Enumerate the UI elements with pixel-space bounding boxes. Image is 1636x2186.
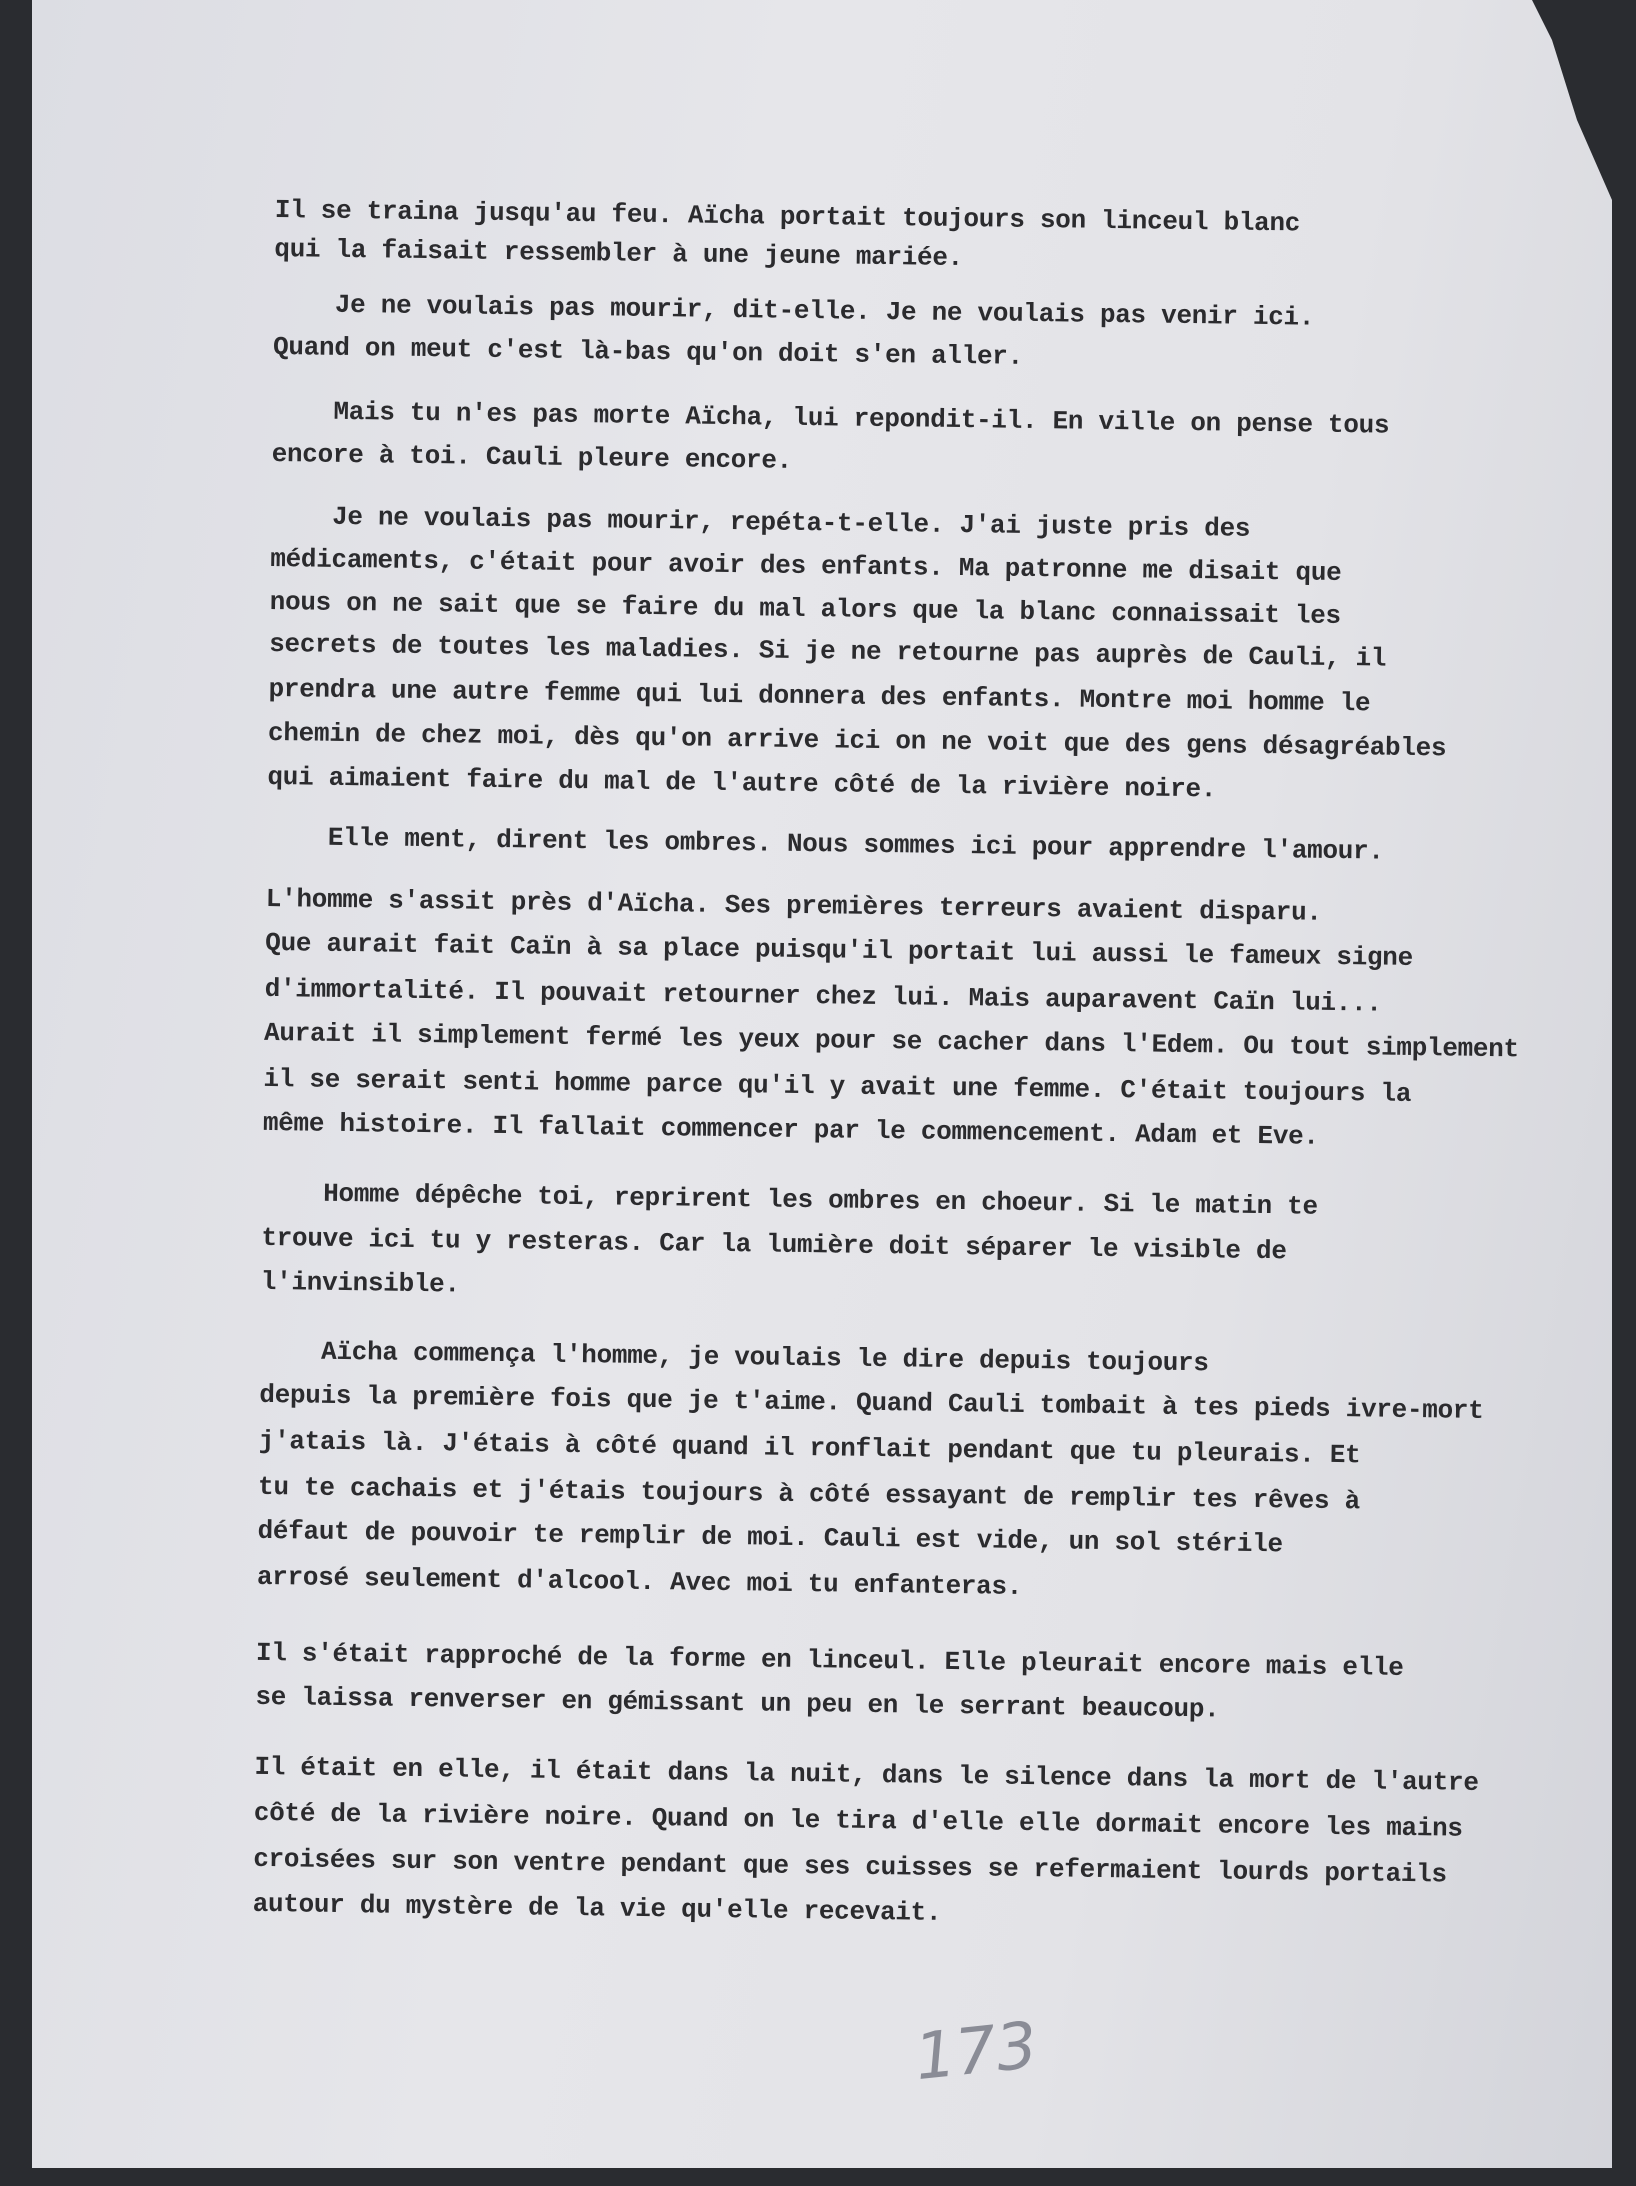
text-line: Homme dépêche toi, reprirent les ombres en choeur. Si le matin te <box>261 1178 1318 1223</box>
text-line: autour du mystère de la vie qu'elle recevait. <box>252 1889 942 1929</box>
text-line: arrosé seulement d'alcool. Avec moi tu enfanteras. <box>256 1561 1023 1602</box>
text-line: d'immortalité. Il pouvait retourner chez lui. Mais auparavent Caïn lui... <box>264 973 1382 1019</box>
text-line: L'homme s'assit près d'Aïcha. Ses premières terreurs avaient disparu. <box>265 883 1322 928</box>
text-line: Quand on meut c'est là-bas qu'on doit s'en aller. <box>272 332 1024 372</box>
text-line: qui aimaient faire du mal de l'autre côté de la rivière noire. <box>267 762 1217 805</box>
text-line: tu te cachais et j'étais toujours à côté essayant de remplir tes rêves à <box>257 1471 1361 1516</box>
text-line: Je ne voulais pas mourir, repéta-t-elle. J'ai juste pris des <box>270 500 1251 544</box>
text-line: chemin de chez moi, dès qu'on arrive ici on ne voit que des gens désagréables <box>267 717 1447 764</box>
text-line: prendra une autre femme qui lui donnera des enfants. Montre moi homme le <box>268 673 1371 719</box>
text-line: Aurait il simplement fermé les yeux pour se cacher dans l'Edem. Ou tout simplement <box>263 1017 1519 1065</box>
text-line: j'atais là. J'étais à côté quand il ronflait pendant que tu pleurais. Et <box>258 1425 1361 1471</box>
text-line: côté de la rivière noire. Quand on le tira d'elle elle dormait encore les mains <box>253 1797 1463 1844</box>
text-line: croisées sur son ventre pendant que ses cuisses se refermaient lourds portails <box>253 1843 1447 1890</box>
text-line: secrets de toutes les maladies. Si je ne retourne pas auprès de Cauli, il <box>268 629 1387 674</box>
text-line: Aïcha commença l'homme, je voulais le dire depuis toujours <box>259 1335 1209 1379</box>
text-line: Il se traina jusqu'au feu. Aïcha portait toujours son linceul blanc <box>274 195 1301 239</box>
text-line: Je ne voulais pas mourir, dit-elle. Je ne voulais pas venir ici. <box>273 289 1315 333</box>
text-line: Mais tu n'es pas morte Aïcha, lui repondit-il. En ville on pense tous <box>272 395 1390 441</box>
text-line: médicaments, c'était pour avoir des enfants. Ma patronne me disait que <box>270 543 1342 588</box>
text-line: il se serait senti homme parce qu'il y avait une femme. C'était toujours la <box>263 1063 1412 1109</box>
text-line: défaut de pouvoir te remplir de moi. Cauli est vide, un sol stérile <box>257 1515 1283 1560</box>
text-line: qui la faisait ressembler à une jeune mariée. <box>274 233 964 273</box>
text-line: trouve ici tu y resteras. Car la lumière doit séparer le visible de <box>261 1222 1287 1267</box>
text-line: encore à toi. Cauli pleure encore. <box>271 438 793 476</box>
text-line: depuis la première fois que je t'aime. Quand Cauli tombait à tes pieds ivre-mort <box>259 1380 1484 1427</box>
text-line: Elle ment, dirent les ombres. Nous sommes ici pour apprendre l'amour. <box>266 821 1384 867</box>
text-line: se laissa renverser en gémissant un peu en le serrant beaucoup. <box>255 1681 1220 1725</box>
text-line: l'invinsible. <box>260 1266 460 1300</box>
text-line: même histoire. Il fallait commencer par le commencement. Adam et Eve. <box>262 1107 1319 1152</box>
text-line: Il était en elle, il était dans la nuit, dans le silence dans la mort de l'autre <box>254 1752 1479 1799</box>
text-line: nous on ne sait que se faire du mal alors que la blanc connaissait les <box>269 586 1342 631</box>
text-line: Que aurait fait Caïn à sa place puisqu'il portait lui aussi le fameux signe <box>265 928 1414 974</box>
text-line: Il s'était rapproché de la forme en linceul. Elle pleurait encore mais elle <box>255 1637 1404 1683</box>
handwritten-page-number: 173 <box>911 2008 1041 2096</box>
